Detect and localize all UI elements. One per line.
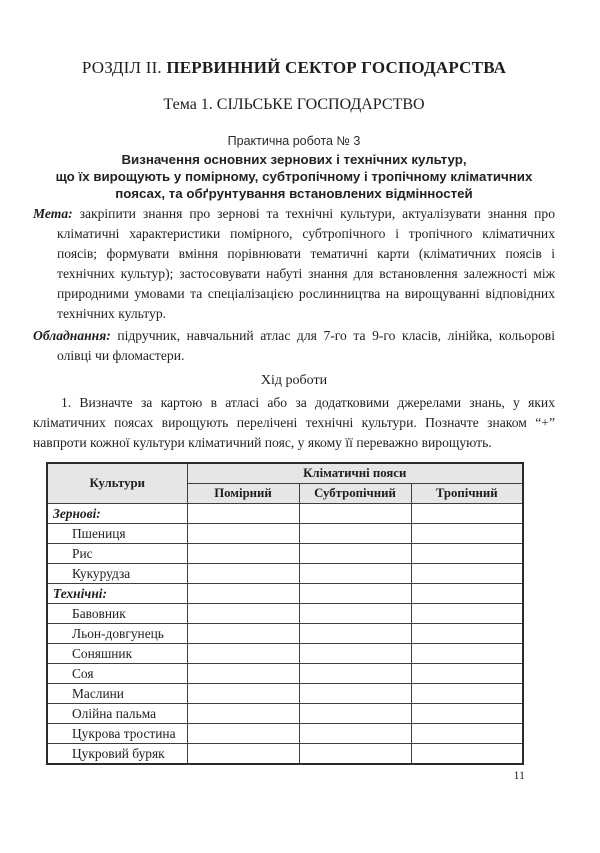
row-label: Зернові: (47, 504, 187, 524)
empty-cell (411, 624, 523, 644)
equipment-label: Обладнання: (33, 328, 111, 343)
empty-cell (187, 524, 299, 544)
meta-text: закріпити знання про зернові та технічні культури, актуалізувати знання про кліматичні характеристики помірного, субтропічного і тропічного кліматичних поясів; формувати вміння порівнювати тематичні карти (кліматичних поясів і технічних культур); застосовувати набуті знання для встановлення залежності між природними умовами та спеціалізацією рослинництва на вирощуванні відповідних технічних культур. (57, 206, 555, 321)
table-row (47, 504, 523, 524)
column-header-subtropical: Субтропічний (299, 484, 411, 504)
row-label: Маслини (47, 684, 187, 704)
table-row (47, 544, 523, 564)
empty-cell (411, 704, 523, 724)
empty-cell (411, 744, 523, 765)
empty-cell (187, 544, 299, 564)
table-row (47, 604, 523, 624)
practical-work-title-line2: що їх вирощують у помірному, субтропічному і тропічному кліматичних (55, 169, 533, 184)
empty-cell (299, 624, 411, 644)
practical-work-label: Практична робота № 3 (227, 134, 361, 148)
row-label: Цукрова тростина (47, 724, 187, 744)
table-row (47, 644, 523, 664)
topic-heading: Тема 1. СІЛЬСЬКЕ ГОСПОДАРСТВО (163, 96, 425, 113)
row-label: Бавовник (47, 604, 187, 624)
table-header-row-1 (47, 463, 523, 484)
empty-cell (187, 744, 299, 765)
table-row (47, 684, 523, 704)
empty-cell (187, 644, 299, 664)
empty-cell (411, 504, 523, 524)
row-label: Кукурудза (47, 564, 187, 584)
empty-cell (299, 684, 411, 704)
practical-work-title-line1: Визначення основних зернових і технічних культур, (121, 152, 467, 167)
empty-cell (187, 704, 299, 724)
empty-cell (411, 564, 523, 584)
empty-cell (299, 504, 411, 524)
row-label: Олійна пальма (47, 704, 187, 724)
meta-paragraph (33, 204, 555, 324)
row-label: Соняшник (47, 644, 187, 664)
row-label: Рис (47, 544, 187, 564)
page-number: 11 (513, 768, 525, 782)
empty-cell (299, 564, 411, 584)
column-header-climate-zones: Кліматичні пояси (187, 463, 523, 484)
empty-cell (299, 704, 411, 724)
empty-cell (187, 664, 299, 684)
table-row (47, 524, 523, 544)
row-label: Цукровий буряк (47, 744, 187, 765)
empty-cell (187, 624, 299, 644)
empty-cell (299, 544, 411, 564)
empty-cell (299, 744, 411, 765)
table-row (47, 664, 523, 684)
empty-cell (299, 524, 411, 544)
empty-cell (411, 644, 523, 664)
crops-climate-table (46, 462, 524, 765)
empty-cell (299, 644, 411, 664)
practical-work-title (33, 151, 555, 202)
empty-cell (411, 684, 523, 704)
empty-cell (411, 604, 523, 624)
row-label: Льон-довгунець (47, 624, 187, 644)
equipment-paragraph (33, 326, 555, 366)
row-label: Пшениця (47, 524, 187, 544)
empty-cell (187, 584, 299, 604)
empty-cell (299, 724, 411, 744)
empty-cell (299, 584, 411, 604)
procedure-heading: Хід роботи (260, 373, 328, 388)
empty-cell (411, 544, 523, 564)
practical-work-title-line3: поясах, та обґрунтування встановлених відмінностей (115, 186, 473, 201)
empty-cell (187, 684, 299, 704)
table-row (47, 564, 523, 584)
empty-cell (187, 564, 299, 584)
empty-cell (411, 664, 523, 684)
table-row (47, 724, 523, 744)
empty-cell (411, 524, 523, 544)
chapter-heading (33, 58, 555, 78)
table-row (47, 584, 523, 604)
empty-cell (187, 604, 299, 624)
meta-label: Мета: (33, 206, 73, 221)
chapter-title: ПЕРВИННИЙ СЕКТОР ГОСПОДАРСТВА (166, 58, 507, 77)
step-1-paragraph: 1. Визначте за картою в атласі або за додатковими джерелами знань, у яких кліматичних поясах вирощують перелічені технічні культури. Позначте знаком “+” навпроти кожної культури кліматичний пояс, у якому її переважно вирощують. (33, 395, 555, 450)
column-header-cultures: Культури (47, 463, 187, 504)
row-label: Соя (47, 664, 187, 684)
equipment-text: підручник, навчальний атлас для 7-го та 9-го класів, лінійка, кольорові олівці чи фломастери. (57, 328, 555, 363)
empty-cell (299, 604, 411, 624)
empty-cell (187, 724, 299, 744)
empty-cell (411, 584, 523, 604)
empty-cell (411, 724, 523, 744)
empty-cell (187, 504, 299, 524)
column-header-temperate: Помірний (187, 484, 299, 504)
table-row (47, 744, 523, 765)
column-header-tropical: Тропічний (411, 484, 523, 504)
table-row (47, 704, 523, 724)
table-row (47, 624, 523, 644)
empty-cell (299, 664, 411, 684)
chapter-prefix: РОЗДІЛ ІІ. (81, 58, 167, 77)
row-label: Технічні: (47, 584, 187, 604)
